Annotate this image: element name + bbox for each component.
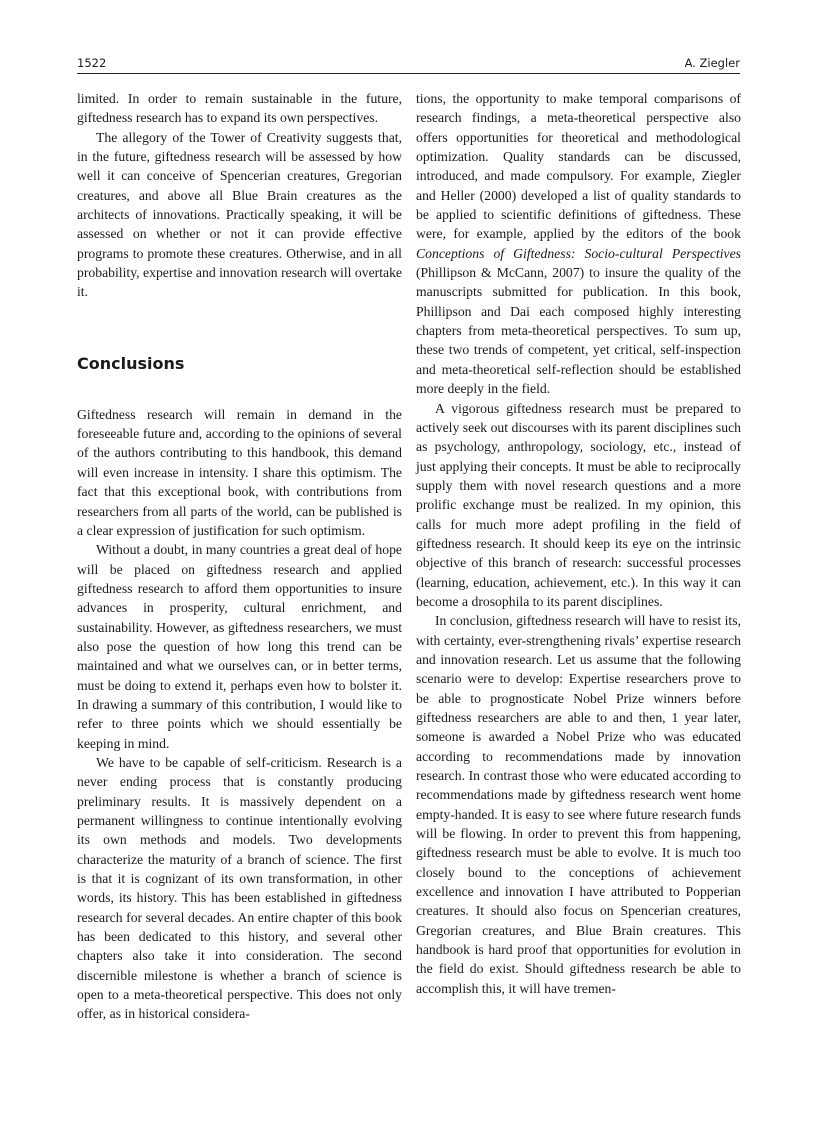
- paragraph: The allegory of the Tower of Creativity suggests that, in the future, giftedness research will be assessed by how well it can conceive of Spencerian creatures, Gregorian creatures, and above all Blue Brain creatures as the architects of innovations. Practically speaking, it will be assessed on whether or not it can provide effective programs to promote these creatures. Otherwise, and in all probability, expertise and innovation research will overtake it.: [77, 129, 402, 300]
- paragraph: Without a doubt, in many countries a great deal of hope will be placed on giftedness research and applied giftedness research to afford them opportunities to insure advances in prosperity, cultural enrichment, and sustainability. However, as giftedness researchers, we must also pose the question of how long this trend can be maintained and what we ourselves can, or in better terms, must be doing to extend it, perhaps even how to bolster it. In drawing a summary of this contribution, I would like to refer to three points which we should essentially be keeping in mind.: [77, 542, 402, 751]
- left-column: [77, 89, 402, 1024]
- running-header: [77, 56, 740, 74]
- running-author: A. Ziegler: [684, 56, 740, 70]
- paragraph: We have to be capable of self-criticism. Research is a never ending process that is constantly producing preliminary results. It is massively dependent on a permanent willingness to continue intentionally evolving its own methods and models. Two developments characterize the maturity of a branch of science. The first is that it is cognizant of its own transformation, in other words, its history. This has been established in giftedness research for several decades. An entire chapter of this book has been dedicated to this history, and several other chapters also take it into consideration. The second discernible milestone is whether a branch of science is open to a meta-theoretical perspective. This does not only offer, as in historical considera-: [77, 754, 402, 1022]
- text-run: tions, the opportunity to make temporal comparisons of research findings, a meta-theoretical perspective also offers opportunities for theoretical and methodological optimization. Quality standards can be discussed, introduced, and made compulsory. For example, Ziegler and Heller (2000) developed a list of quality standards to be applied to scientific definitions of giftedness. These were, for example, applied by the editors of the book: [416, 91, 741, 242]
- header-rule: [77, 73, 740, 74]
- book-title: Conceptions of Giftedness: Socio-cultural Perspectives: [416, 245, 741, 261]
- paragraph: A vigorous giftedness research must be prepared to actively seek out discourses with its parent disciplines such as psychology, anthropology, sociology, etc., instead of just applying their concepts. It must be able to reciprocally supply them with novel research questions and a more prolific exchange must be realized. In my opinion, this calls for much more adept profiling in the field of giftedness research. It should keep its eye on the intrinsic objective of this branch of research: successful processes (learning, education, achievement, etc.). In this way it can become a drosophila to its parent disciplines.: [416, 400, 741, 609]
- right-column: [416, 89, 741, 998]
- text-run: (Phillipson & McCann, 2007) to insure the quality of the manuscripts submitted for publication. In this book, Phillipson and Dai each composed highly interesting chapters from meta-theoretical perspectives. To sum up, these two trends of competent, yet critical, self-inspection and meta-theoretical self-reflection should be established more deeply in the field.: [416, 265, 741, 397]
- page-number: 1522: [77, 56, 107, 70]
- paragraph: [416, 89, 741, 399]
- paragraph: limited. In order to remain sustainable in the future, giftedness research has to expand its own perspectives.: [77, 91, 402, 126]
- section-heading: Conclusions: [77, 353, 185, 373]
- paragraph: Giftedness research will remain in demand in the foreseeable future and, according to the opinions of several of the authors contributing to this handbook, this demand will even increase in intensity. I share this optimism. The fact that this exceptional book, with contributions from researchers from all parts of the world, can be published is a clear expression of justification for such optimism.: [77, 406, 402, 538]
- paragraph: In conclusion, giftedness research will have to resist its, with certainty, ever-strengthening rivals’ expertise research and innovation research. Let us assume that the following scenario were to develop: Expertise researchers prove to be able to prognosticate Nobel Prize winners before giftedness researchers are able to and then, 1 year later, someone is awarded a Nobel Prize who was educated according to recommendations made by innovation research. In contrast those who were educated according to recommendations made by giftedness research went home empty-handed. It is easy to see where future research funds will be flowing. In order to prevent this from happening, giftedness research must be able to evolve. It is much too closely bound to the conceptions of achievement excellence and innovation I have attributed to Popperian creatures. It should also focus on Spencerian creatures, Gregorian creatures, and Blue Brain creatures. This handbook is hard proof that opportunities for evolution in the field do exist. Should giftedness research be able to accomplish this, it will have tremen-: [416, 613, 741, 996]
